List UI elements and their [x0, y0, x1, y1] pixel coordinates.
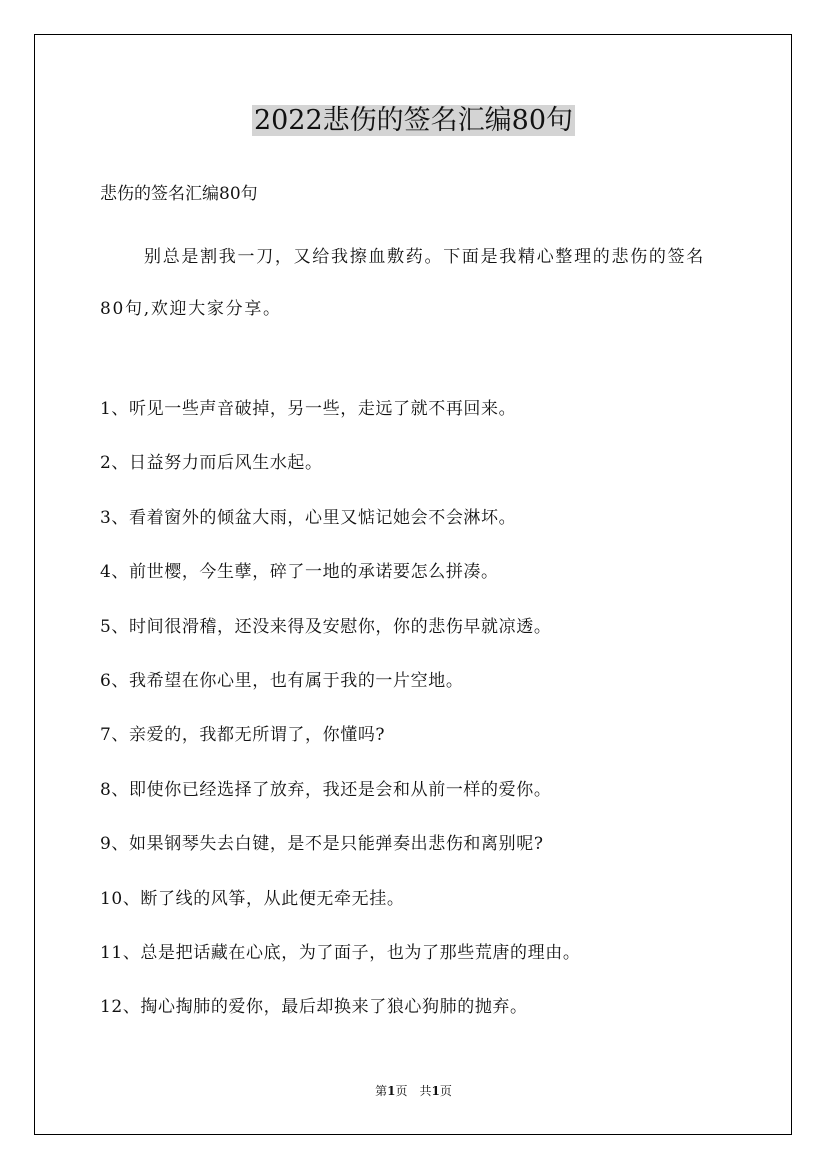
list-item: 7、亲爱的，我都无所谓了，你懂吗? — [100, 725, 386, 746]
signature-list — [100, 396, 740, 1049]
list-item: 12、掏心掏肺的爱你，最后却换来了狼心狗肺的抛弃。 — [100, 997, 528, 1018]
document-title-text: 2022悲伤的签名汇编80句 — [253, 105, 574, 136]
list-item: 6、我希望在你心里，也有属于我的一片空地。 — [100, 670, 464, 691]
list-item: 5、时间很滑稽，还没来得及安慰你，你的悲伤早就凉透。 — [100, 616, 552, 637]
document-title — [0, 100, 827, 142]
total-suffix: 页 — [439, 1084, 452, 1098]
list-item: 1、听见一些声音破掉，另一些，走远了就不再回来。 — [100, 399, 517, 419]
document-subtitle: 悲伤的签名汇编80句 — [100, 184, 258, 204]
total-pages: 1 — [431, 1084, 440, 1098]
page-number: 1 — [387, 1084, 396, 1098]
total-prefix: 共 — [419, 1084, 432, 1098]
list-item: 11、总是把话藏在心底，为了面子，也为了那些荒唐的理由。 — [100, 942, 581, 963]
page-suffix: 页 — [395, 1084, 408, 1098]
list-item: 10、断了线的风筝，从此便无牵无挂。 — [100, 888, 405, 909]
intro-paragraph: 别总是割我一刀，又给我擦血敷药。下面是我精心整理的悲伤的签名80句,欢迎大家分享。 — [100, 247, 705, 319]
list-item: 2、日益努力而后风生水起。 — [100, 453, 323, 474]
list-item: 8、即使你已经选择了放弃，我还是会和从前一样的爱你。 — [100, 779, 552, 800]
page-prefix: 第 — [375, 1084, 388, 1098]
page-footer — [0, 1083, 827, 1099]
list-item: 4、前世樱，今生孽，碎了一地的承诺要怎么拼凑。 — [100, 562, 499, 583]
list-item: 3、看着窗外的倾盆大雨，心里又惦记她会不会淋坏。 — [100, 507, 517, 528]
list-item: 9、如果钢琴失去白键，是不是只能弹奏出悲伤和离别呢? — [100, 834, 544, 855]
